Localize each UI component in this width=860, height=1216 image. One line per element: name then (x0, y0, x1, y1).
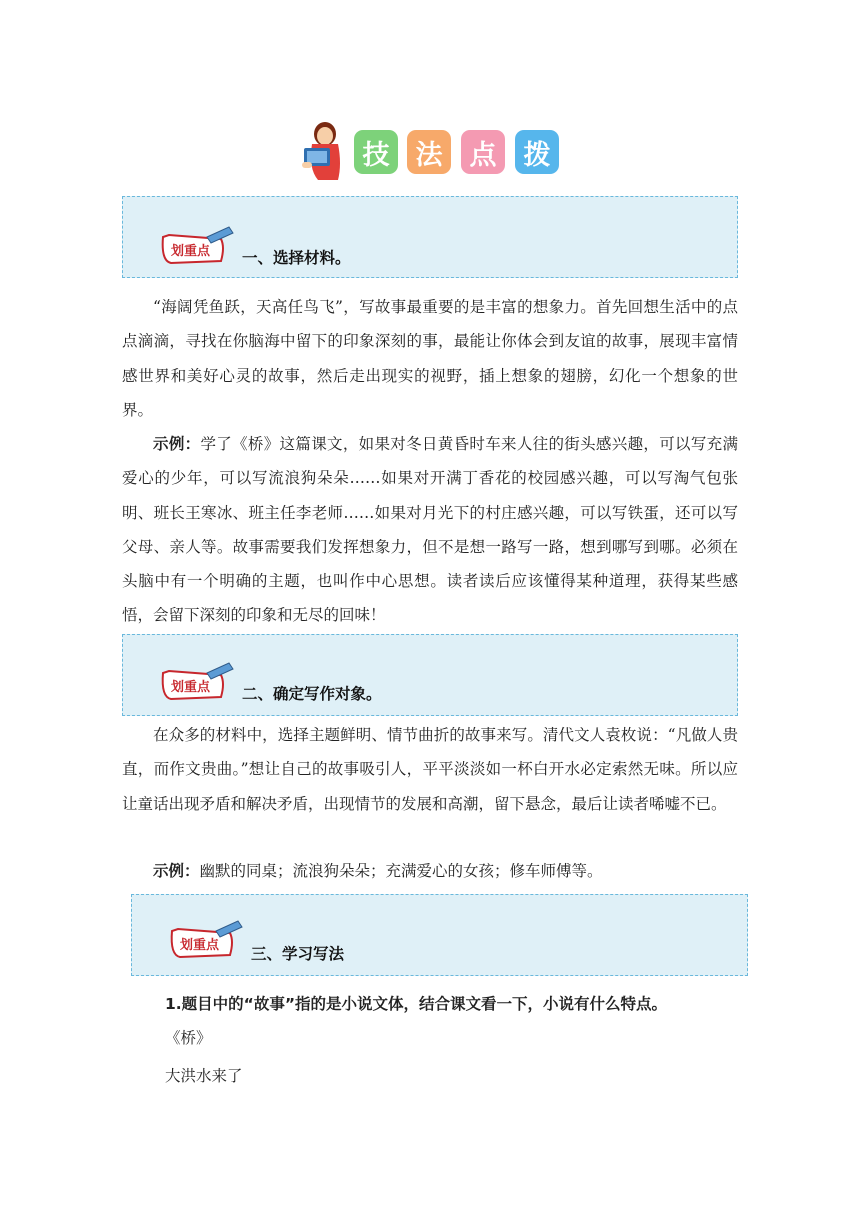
section-3-header (131, 894, 748, 976)
highlight-badge-icon (168, 919, 244, 959)
section-title: 三、学习写法 (251, 945, 345, 963)
header-tile-3: 点 (461, 130, 505, 174)
writing-point-1: 1.题目中的“故事”指的是小说文体，结合课文看一下，小说有什么特点。 (165, 995, 668, 1013)
highlight-badge-icon (159, 225, 235, 265)
header-tile-4: 拨 (515, 130, 559, 174)
text-line-1: 《桥》 (165, 1029, 212, 1047)
header-tile-1: 技 (354, 130, 398, 174)
badge-label: 划重点 (171, 680, 211, 695)
section-2-header (122, 634, 738, 716)
text-line-2: 大洪水来了 (165, 1067, 243, 1085)
section-title: 二、确定写作对象。 (242, 685, 382, 703)
section-1-header (122, 196, 738, 278)
section-title: 一、选择材料。 (242, 249, 351, 267)
teacher-reading-icon (298, 118, 350, 182)
highlight-badge-icon (159, 661, 235, 701)
badge-label: 划重点 (171, 244, 211, 259)
example-label: 示例： (153, 435, 201, 453)
section-2-paragraph-1: 在众多的材料中，选择主题鲜明、情节曲折的故事来写。清代文人袁枚说：“凡做人贵直，而作文贵曲。”想让自己的故事吸引人，平平淡淡如一杯白开水必定索然无味。所以应让童话出现矛盾和解决矛盾，出现情节的发展和高潮，留下悬念，最后让读者唏嘘不已。 (122, 726, 738, 813)
example-label: 示例： (153, 862, 200, 880)
section-1-example: 示例：学了《桥》这篇课文，如果对冬日黄昏时车来人往的街头感兴趣，可以写充满爱心的少年，可以写流浪狗朵朵……如果对开满丁香花的校园感兴趣，可以写淘气包张明、班长王寒冰、班主任李老师……如果对月光下的村庄感兴趣，可以写铁蛋，还可以写父母、亲人等。故事需要我们发挥想象力，但不是想一路写一路，想到哪写到哪。必须在头脑中有一个明确的主题，也叫作中心思想。读者读后应该懂得某种道理，获得某些感悟，会留下深刻的印象和无尽的回味！ (122, 435, 738, 625)
section-1-paragraph-1: “海阔凭鱼跃，天高任鸟飞”，写故事最重要的是丰富的想象力。首先回想生活中的点点滴滴，寻找在你脑海中留下的印象深刻的事，最能让你体会到友谊的故事，展现丰富情感世界和美好心灵的故事，然后走出现实的视野，插上想象的翅膀，幻化一个想象的世界。 (122, 298, 738, 419)
section-2-example: 示例：幽默的同桌；流浪狗朵朵；充满爱心的女孩；修车师傅等。 (153, 862, 603, 880)
header-tile-2: 法 (407, 130, 451, 174)
header-banner (298, 118, 568, 184)
badge-label: 划重点 (180, 938, 220, 953)
